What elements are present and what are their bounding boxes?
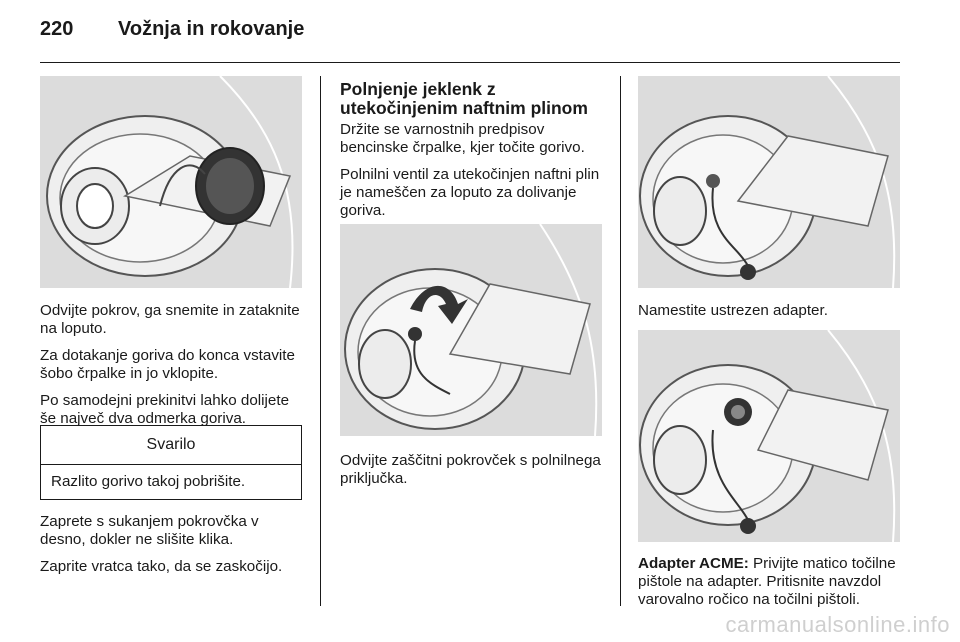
- column3-text: [638, 555, 908, 618]
- caption: Namestite ustrezen adapter.: [638, 302, 828, 319]
- column1-after-text: [40, 513, 305, 585]
- paragraph: Odvijte pokrov, ga snemite in zataknite na loputo.: [40, 302, 300, 337]
- column1-text: [40, 302, 305, 437]
- lpg-valve-cap-illustration: [340, 224, 602, 436]
- paragraph: Polnilni ventil za utekočinjen naftni plin je nameščen za loputo za dolivanje goriva.: [340, 166, 600, 219]
- page-header: [40, 18, 304, 50]
- paragraph: Zaprete s sukanjem pokrovčka v desno, dokler ne slišite klika.: [40, 513, 259, 548]
- page-number: 220: [40, 18, 74, 40]
- adapter-instructions: Privijte matico točilne pištole na adapter. Pritisnite navzdol varovalno ročico na točilni pištoli.: [638, 555, 896, 608]
- paragraph: Po samodejni prekinitvi lahko dolijete še največ dva odmerka goriva.: [40, 392, 290, 427]
- warning-text: Razlito gorivo takoj pobrišite.: [51, 473, 246, 490]
- warning-box: [40, 425, 302, 500]
- column3-caption: [638, 302, 903, 329]
- fuel-cap-drawing: [40, 76, 302, 288]
- adapter-illustration: [638, 330, 900, 542]
- column2-caption: [340, 452, 605, 497]
- column2-text: [340, 80, 605, 229]
- valve-open-drawing: [638, 76, 900, 288]
- fuel-cap-illustration: [40, 76, 302, 288]
- watermark: carmanualsonline.info: [725, 612, 950, 637]
- header-rule: [40, 62, 900, 63]
- caption: Odvijte zaščitni pokrovček s polnilnega priključka.: [340, 452, 601, 487]
- adapter-label: Adapter ACME:: [638, 555, 749, 572]
- adapter-paragraph: [638, 555, 908, 609]
- paragraph: Držite se varnostnih predpisov bencinske črpalke, kjer točite gorivo.: [340, 121, 585, 156]
- lpg-valve-drawing: [340, 224, 602, 436]
- column-divider-1: [320, 76, 321, 606]
- column-divider-2: [620, 76, 621, 606]
- section-heading: Polnjenje jeklenk z utekočinjenim naftnim plinom: [340, 79, 588, 118]
- paragraph: Za dotakanje goriva do konca vstavite šobo črpalke in jo vklopite.: [40, 347, 295, 382]
- warning-title: Svarilo: [41, 426, 301, 465]
- adapter-drawing: [638, 330, 900, 542]
- paragraph: Zaprite vratca tako, da se zaskočijo.: [40, 558, 283, 575]
- lpg-valve-open-illustration: [638, 76, 900, 288]
- page-title: Vožnja in rokovanje: [118, 18, 305, 40]
